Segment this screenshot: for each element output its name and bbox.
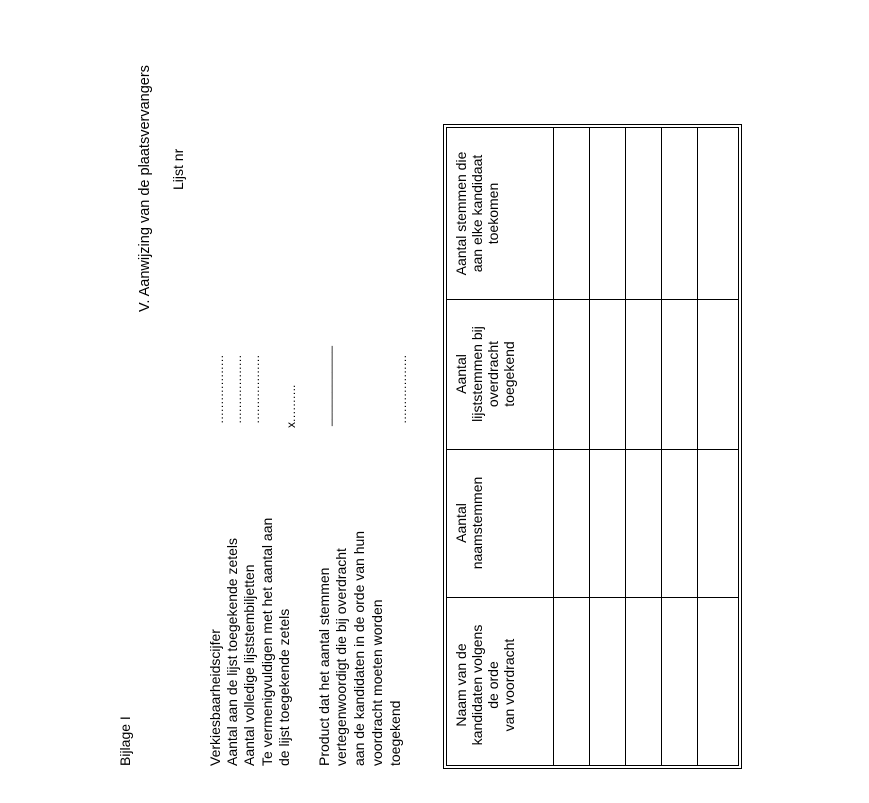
header-total-votes-line-2: aan elke kandidaat xyxy=(469,154,485,273)
product-line-2: vertegenwoordigt die bij overdracht xyxy=(333,548,349,766)
dots-field-seats: ……………… xyxy=(230,355,244,424)
calc-line-quota: Verkiesbaarheidscijfer xyxy=(207,629,223,766)
header-list-votes-line-2: lijststemmen bij xyxy=(469,326,485,422)
table-row[interactable] xyxy=(626,128,661,767)
table-row[interactable] xyxy=(662,128,697,767)
dots-field-product: ……………… xyxy=(395,355,409,424)
header-total-votes-line-3: toekomen xyxy=(485,182,501,245)
list-number-label: Lijst nr xyxy=(170,148,186,190)
section-title: V. Aanwijzing van de plaatsvervangers xyxy=(137,65,153,312)
header-list-votes-line-3: overdracht xyxy=(485,340,501,408)
table-row[interactable] xyxy=(554,128,589,767)
dots-field-ballots: ……………… xyxy=(248,355,262,424)
calc-line-multiply-cont: de lijst toegekende zetels xyxy=(276,608,292,766)
header-cell-list-votes xyxy=(453,299,543,449)
table-row[interactable] xyxy=(698,128,737,767)
calc-line-ballots: Aantal volledige lijststembiljetten xyxy=(241,564,257,766)
sum-rule: ____________ xyxy=(319,345,333,426)
header-list-votes-line-4: toegekend xyxy=(501,341,517,407)
table-inner-border xyxy=(446,127,739,766)
product-line-3: aan de kandidaten in de orde van hun xyxy=(351,530,367,766)
header-name-votes-line-1: Aantal xyxy=(453,503,469,543)
substitutes-table xyxy=(443,124,742,769)
header-candidates-line-1: Naam van de xyxy=(453,643,469,727)
header-candidates-line-4: van voordracht xyxy=(501,638,517,732)
annex-label: Bijlage I xyxy=(117,716,133,766)
product-line-5: toegekend xyxy=(387,700,403,766)
dots-field-quota: ……………… xyxy=(212,355,226,424)
header-name-votes-line-2: naamstemmen xyxy=(469,476,485,570)
header-cell-name-votes xyxy=(453,449,543,597)
header-total-votes-line-1: Aantal stemmen die xyxy=(453,151,469,276)
header-list-votes-line-1: Aantal xyxy=(453,354,469,394)
header-candidates-line-3: de orde xyxy=(485,661,501,709)
product-line-4: voordracht moeten worden xyxy=(369,599,385,766)
calc-line-seats: Aantal aan de lijst toegekende zetels xyxy=(224,537,240,766)
calc-line-multiply: Te vermenigvuldigen met het aantal aan xyxy=(259,517,275,766)
header-candidates-line-2: kandidaten volgens xyxy=(469,624,485,746)
product-line-1: Product dat het aantal stemmen xyxy=(316,567,332,766)
header-cell-total-votes xyxy=(453,128,543,299)
dots-field-multiply: x………. xyxy=(284,385,298,428)
header-cell-candidates xyxy=(453,605,543,765)
table-row[interactable] xyxy=(590,128,625,767)
